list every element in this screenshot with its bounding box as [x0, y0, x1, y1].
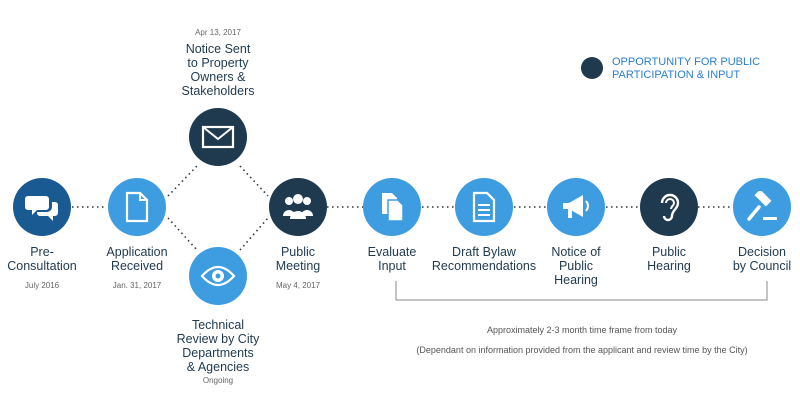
- step-label-draft-bylaw: Draft Bylaw Recommendations: [431, 245, 537, 273]
- step-date-technical-review: Ongoing: [202, 376, 234, 385]
- lined-document-icon: [455, 178, 513, 236]
- document-icon: [108, 178, 166, 236]
- people-icon: [269, 178, 327, 236]
- step-label-decision: Decision by Council: [732, 245, 792, 273]
- step-date-public-meeting: May 4, 2017: [275, 281, 321, 290]
- speech-bubbles-icon: [13, 178, 71, 236]
- step-date-application-received: Jan. 31, 2017: [112, 281, 162, 290]
- step-label-public-meeting: Public Meeting: [275, 245, 321, 273]
- step-label-notice-hearing: Notice of Public Hearing: [551, 245, 601, 287]
- step-label-application-received: Application Received: [106, 245, 168, 273]
- step-date-notice-sent: Apr 13, 2017: [195, 28, 241, 37]
- step-label-pre-consultation: Pre- Consultation: [7, 245, 77, 273]
- gavel-icon: [733, 178, 791, 236]
- megaphone-icon: [547, 178, 605, 236]
- envelope-icon: [189, 108, 247, 166]
- timeframe-line-2: (Dependant on information provided from the applicant and review time by the City): [416, 345, 748, 355]
- legend-dot-icon: [581, 57, 603, 79]
- step-label-technical-review: Technical Review by City Departments & Agencies: [176, 318, 260, 374]
- step-label-public-hearing: Public Hearing: [647, 245, 691, 273]
- ear-icon: [640, 178, 698, 236]
- step-label-notice-sent: Notice Sent to Property Owners & Stakeholders: [181, 42, 255, 98]
- documents-icon: [363, 178, 421, 236]
- connector-2-3: [168, 166, 197, 196]
- legend-text: OPPORTUNITY FOR PUBLIC PARTICIPATION & INPUT: [612, 56, 761, 81]
- timeframe-note: [392, 315, 772, 365]
- timeframe-line-1: Approximately 2-3 month time frame from today: [486, 325, 678, 335]
- connector-3-5: [240, 166, 268, 196]
- step-date-pre-consultation: July 2016: [24, 281, 60, 290]
- step-label-evaluate-input: Evaluate Input: [367, 245, 417, 273]
